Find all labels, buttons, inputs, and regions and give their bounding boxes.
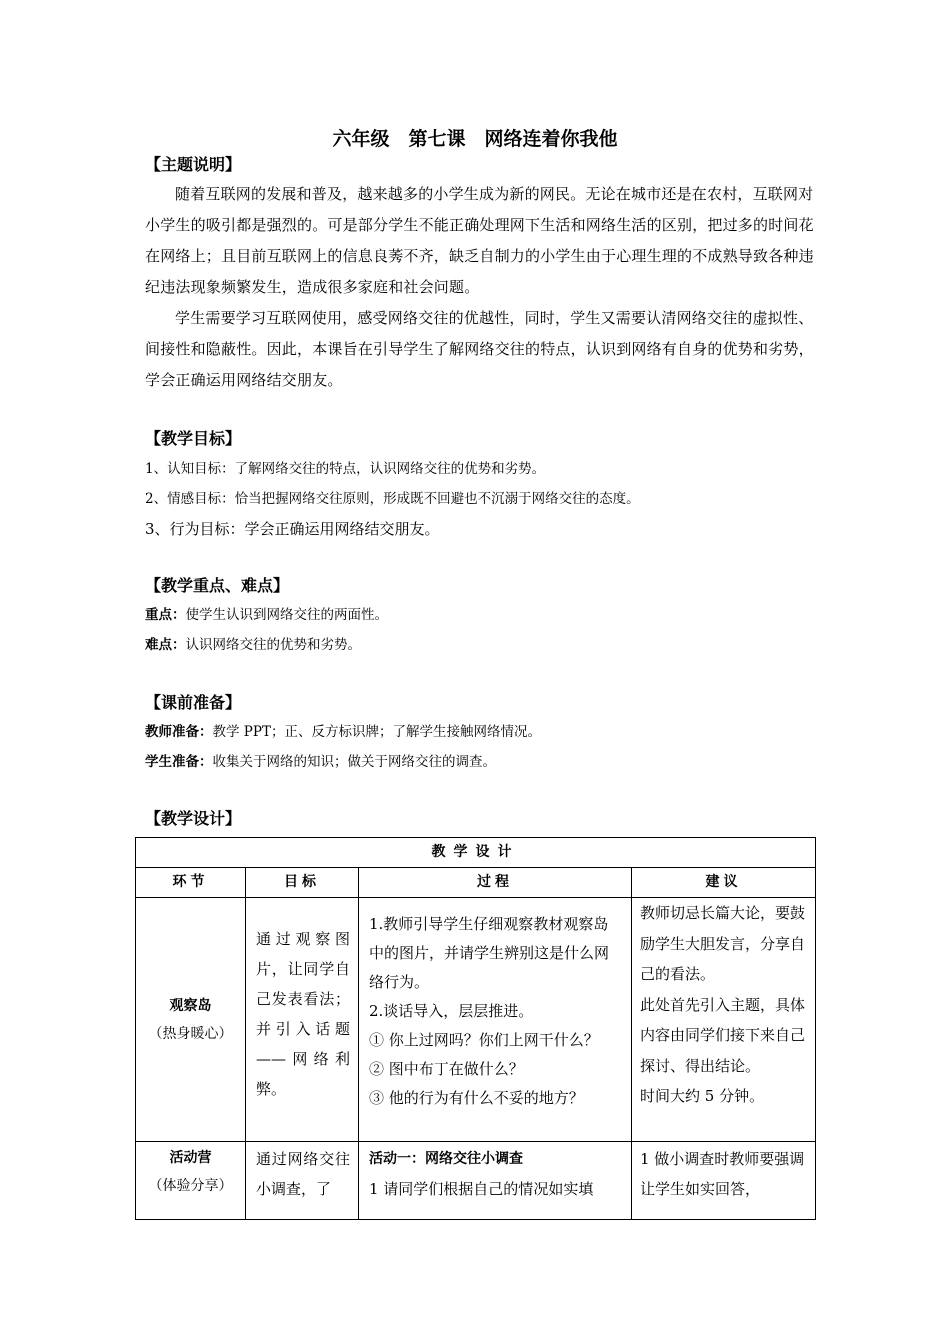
advice-item-3: 时间大约 5 分钟。 <box>640 1087 765 1105</box>
table-title-row <box>136 838 816 868</box>
hard-point-label: 难点： <box>145 637 186 653</box>
teacher-prep-text: 教学 PPT；正、反方标识牌；了解学生接触网络情况。 <box>212 724 541 740</box>
stage-subtitle: （热身暖心） <box>148 1025 233 1042</box>
advice-list <box>632 898 815 1116</box>
goal-text: 通过观察图片，让同学自己发表看法；并引入话题——网络利弊。 <box>256 930 350 1098</box>
advice-cell-1 <box>632 898 816 1142</box>
advice-cell-2 <box>632 1142 816 1220</box>
process-question-2: ② 图中布丁在做什么？ <box>369 1060 524 1078</box>
goal-item-3: 3、行为目标：学会正确运用网络结交朋友。 <box>145 520 440 538</box>
advice-item-1: 教师切忌长篇大论，要鼓励学生大胆发言，分享自己的看法。 <box>640 904 806 983</box>
key-point-text: 使学生认识到网络交往的两面性。 <box>185 607 388 623</box>
table-header-row <box>136 868 816 898</box>
student-prep-text: 收集关于网络的知识；做关于网络交往的调查。 <box>212 754 496 770</box>
teacher-prep-line <box>145 717 815 747</box>
hard-point-line <box>145 630 815 660</box>
goal-text: 通过网络交往小调查，了 <box>256 1150 350 1198</box>
column-header-goal: 目标 <box>246 868 359 898</box>
hard-point-text: 认识网络交往的优势和劣势。 <box>185 637 361 653</box>
table-title: 教学设计 <box>136 838 816 868</box>
process-step-1: 1.教师引导学生仔细观察教材观察岛中的图片，并请学生辨别这是什么网络行为。 <box>369 915 610 991</box>
theme-heading: 【主题说明】 <box>145 155 242 174</box>
design-heading: 【教学设计】 <box>145 809 242 828</box>
goal-item-1: 1、认知目标：了解网络交往的特点，认识网络交往的优势和劣势。 <box>145 461 546 477</box>
goal-cell-1 <box>246 898 359 1142</box>
theme-paragraph-2: 学生需要学习互联网使用，感受网络交往的优越性，同时，学生又需要认清网络交往的虚拟性、间接性和隐蔽性。因此，本课旨在引导学生了解网络交往的特点，认识到网络有自身的优势和劣势，学会正确运用网络结交朋友。 <box>145 309 814 389</box>
process-cell-2 <box>359 1142 632 1220</box>
activity-title: 活动一：网络交往小调查 <box>369 1151 523 1167</box>
table-row <box>136 898 816 1142</box>
goal-item-2: 2、情感目标：恰当把握网络交往原则，形成既不回避也不沉溺于网络交往的态度。 <box>145 491 640 507</box>
process-cell-1 <box>359 898 632 1142</box>
keypoints-heading: 【教学重点、难点】 <box>145 576 290 595</box>
column-header-process: 过程 <box>359 868 632 898</box>
column-header-stage: 环节 <box>136 868 246 898</box>
student-prep-label: 学生准备： <box>145 754 213 770</box>
student-prep-line <box>145 747 815 777</box>
design-table <box>135 837 816 1220</box>
design-section <box>145 806 815 832</box>
theme-section <box>145 152 815 396</box>
goal-cell-2 <box>246 1142 359 1220</box>
key-point-label: 重点： <box>145 607 186 623</box>
stage-name: 活动营 <box>169 1150 212 1166</box>
page-title: 六年级 第七课 网络连着你我他 <box>332 128 618 150</box>
process-question-1: ① 你上过网吗？你们上网干什么？ <box>369 1031 599 1049</box>
advice-item-2: 此处首先引入主题，具体内容由同学们接下来自己探讨、得出结论。 <box>640 995 806 1075</box>
process-list <box>359 1142 631 1208</box>
goals-heading: 【教学目标】 <box>145 429 242 448</box>
keypoints-section <box>145 573 815 660</box>
stage-cell-1 <box>136 898 246 1142</box>
goals-section <box>145 426 815 544</box>
process-list <box>359 898 631 1119</box>
teacher-prep-label: 教师准备： <box>145 724 213 740</box>
stage-subtitle: （体验分享） <box>148 1178 233 1194</box>
key-point-line <box>145 600 815 630</box>
prep-section <box>145 690 815 777</box>
activity-step-1: 1 请同学们根据自己的情况如实填 <box>369 1180 594 1198</box>
process-step-2: 2.谈话导入，层层推进。 <box>369 1002 534 1020</box>
process-question-3: ③ 他的行为有什么不妥的地方？ <box>369 1089 584 1107</box>
stage-name: 观察岛 <box>169 997 212 1014</box>
theme-paragraph-1: 随着互联网的发展和普及，越来越多的小学生成为新的网民。无论在城市还是在农村，互联网对小学生的吸引都是强烈的。可是部分学生不能正确处理网下生活和网络生活的区别，把过多的时间花在网络上；且目前互联网上的信息良莠不齐，缺乏自制力的小学生由于心理生理的不成熟导致各种违纪违法现象频繁发生，造成很多家庭和社会问题。 <box>145 185 814 296</box>
column-header-advice: 建议 <box>632 868 816 898</box>
prep-heading: 【课前准备】 <box>145 693 242 712</box>
stage-cell-2 <box>136 1142 246 1220</box>
table-row <box>136 1142 816 1220</box>
advice-item: 1 做小调查时教师要强调让学生如实回答， <box>640 1150 805 1198</box>
